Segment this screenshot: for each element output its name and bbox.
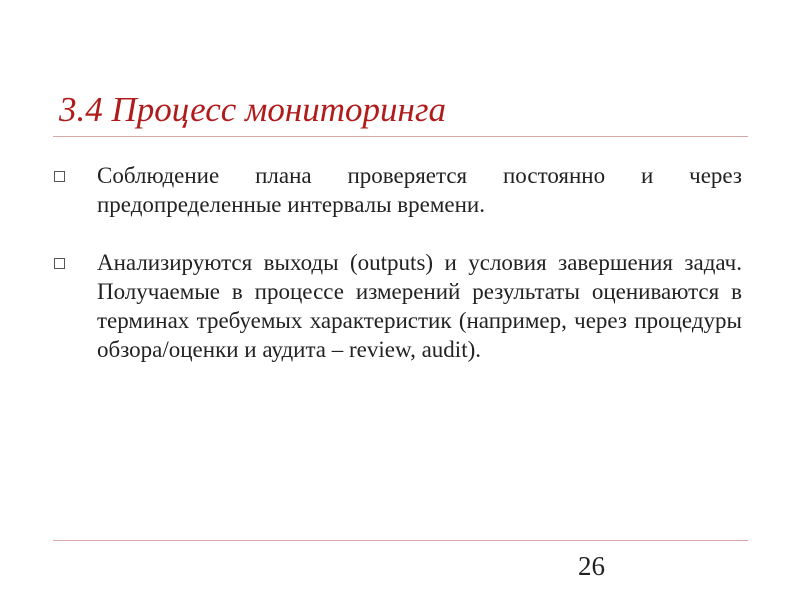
footer-divider	[53, 540, 748, 541]
bullet-item	[52, 161, 742, 219]
square-bullet-icon	[54, 258, 65, 269]
title-divider	[53, 136, 748, 137]
slide-title: 3.4 Процесс мониторинга	[59, 90, 447, 129]
bullet-text: Анализируются выходы (outputs) и условия завершения задач. Получаемые в процессе измерений результаты оцениваются в терминах требуемых характеристик (например, через процедуры обзора/оценки и аудита – review, audit).	[97, 250, 742, 362]
bullet-text: Соблюдение плана проверяется постоянно и через предопределенные интервалы времени.	[97, 163, 742, 217]
bullet-item	[52, 248, 742, 364]
square-bullet-icon	[54, 171, 65, 182]
bullet-list	[52, 161, 742, 364]
page-number: 26	[578, 551, 605, 581]
